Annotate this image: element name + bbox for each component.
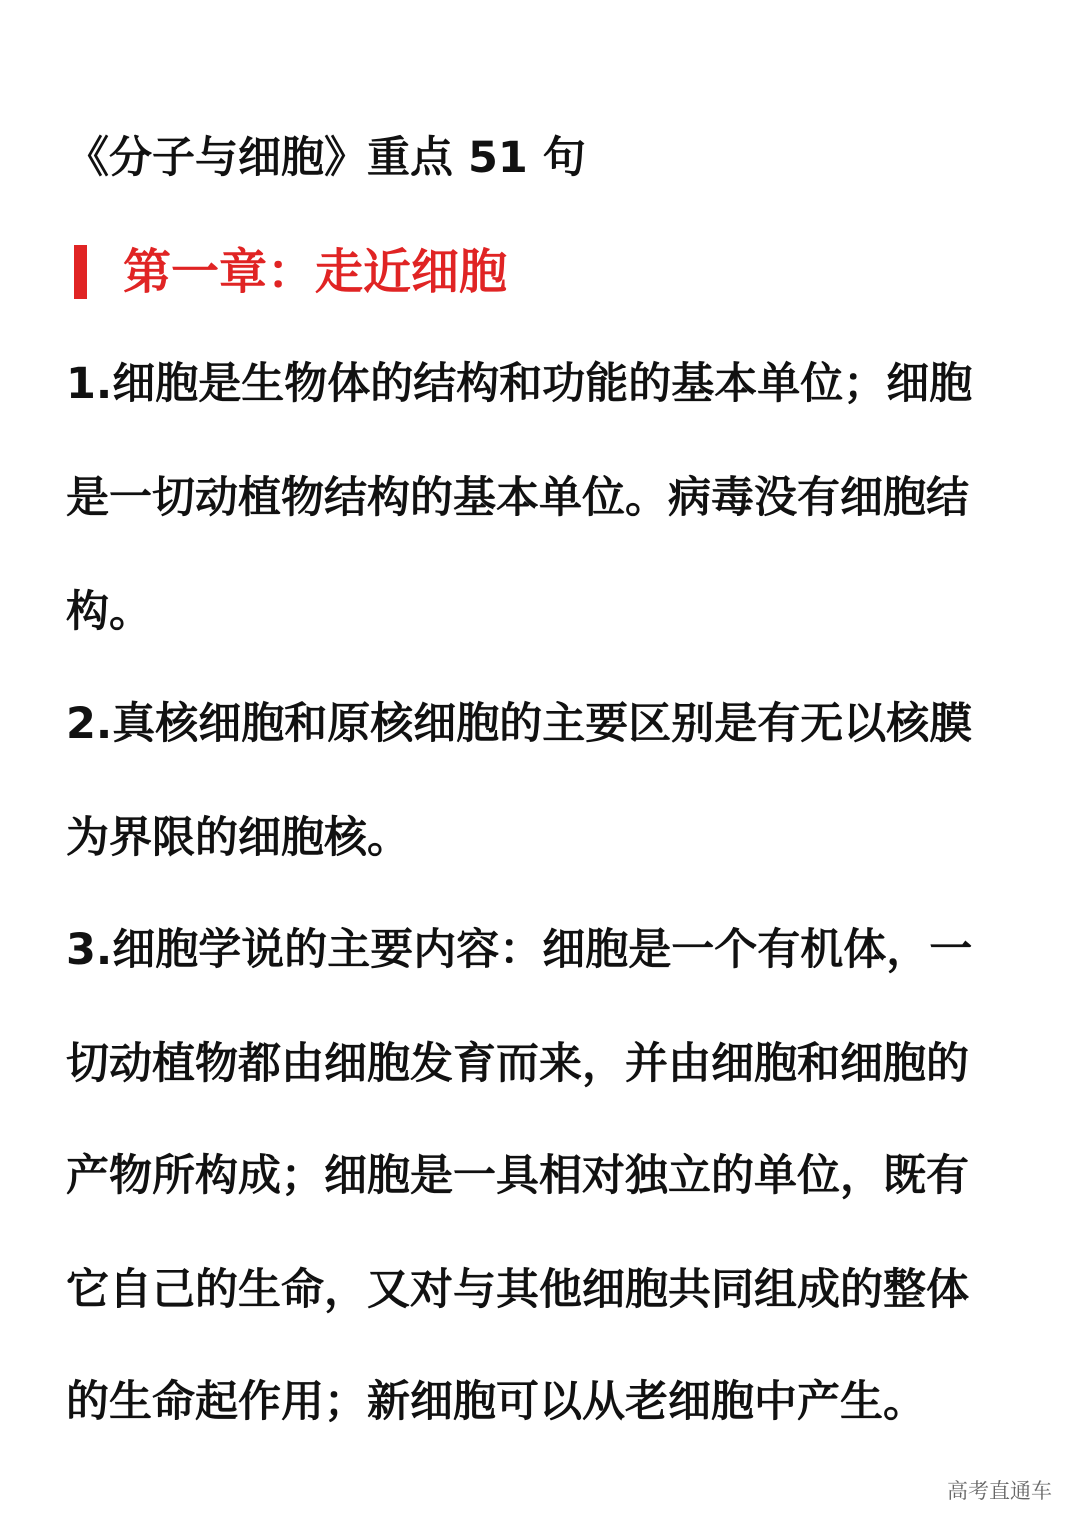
watermark: 高考直通车	[947, 1479, 1052, 1503]
text-line-6: 3.细胞学说的主要内容：细胞是一个有机体，一	[66, 925, 973, 975]
text-line-1: 1.细胞是生物体的结构和功能的基本单位；细胞	[66, 359, 973, 409]
text-line-10: 的生命起作用；新细胞可以从老细胞中产生。	[66, 1377, 926, 1427]
text-line-4: 2.真核细胞和原核细胞的主要区别是有无以核膜	[66, 699, 973, 749]
text-line-3: 构。	[66, 587, 152, 637]
document-title: 《分子与细胞》重点 51 句	[66, 133, 586, 183]
text-line-8: 产物所构成；细胞是一具相对独立的单位，既有	[66, 1151, 969, 1201]
text-line-2: 是一切动植物结构的基本单位。病毒没有细胞结	[66, 473, 969, 523]
chapter-accent-bar	[74, 245, 87, 299]
text-line-9: 它自己的生命，又对与其他细胞共同组成的整体	[66, 1265, 969, 1315]
chapter-title: 第一章：走近细胞	[123, 244, 508, 300]
chapter-heading	[74, 240, 507, 304]
text-line-5: 为界限的细胞核。	[66, 813, 410, 863]
text-line-7: 切动植物都由细胞发育而来，并由细胞和细胞的	[66, 1039, 969, 1089]
